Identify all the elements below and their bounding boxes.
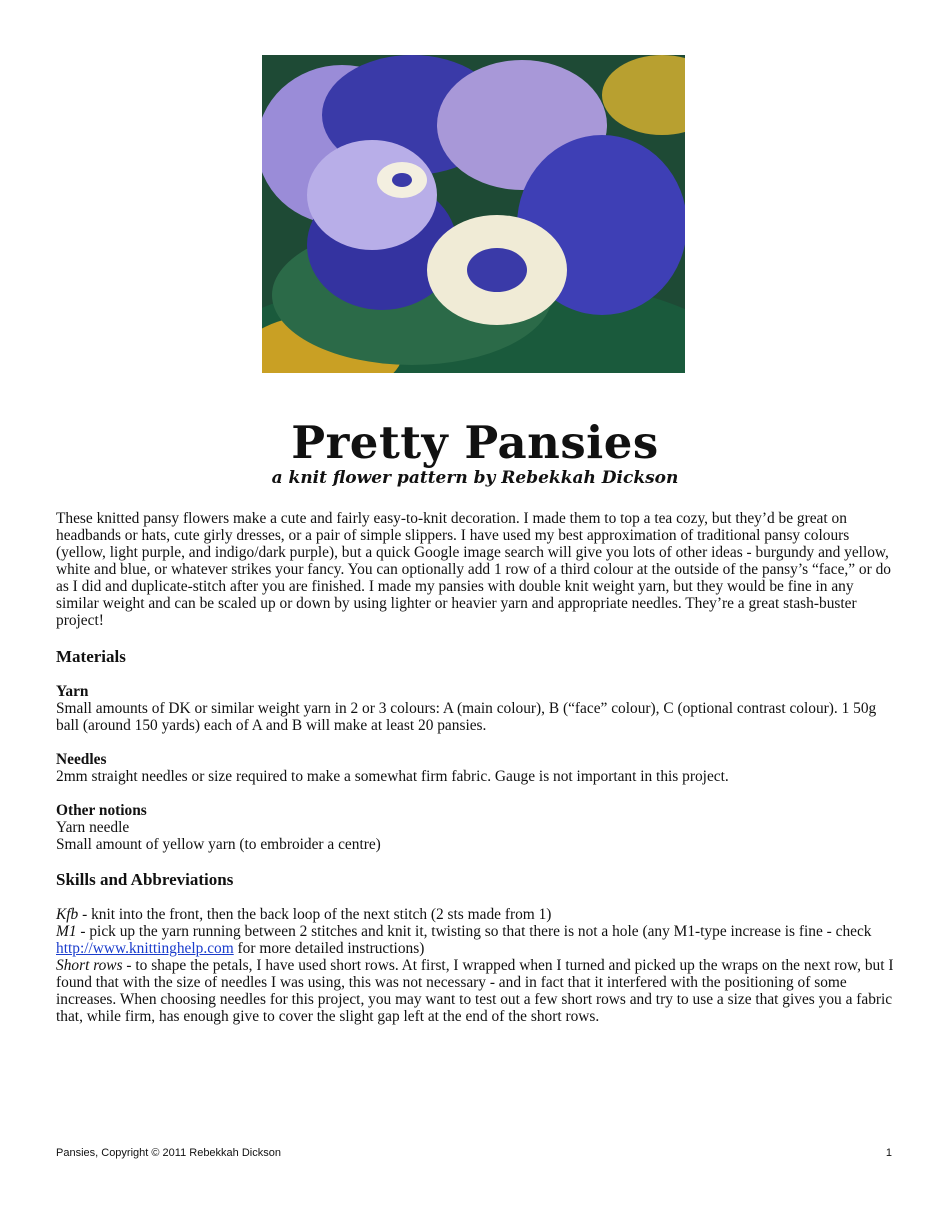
kfb-term: Kfb: [56, 906, 79, 923]
short-rows-term: Short rows: [56, 957, 123, 974]
page-subtitle: a knit flower pattern by Rebekkah Dickson: [271, 468, 679, 488]
m1-term: M1: [56, 923, 77, 940]
page-number: 1: [885, 1147, 892, 1159]
needles-text: 2mm straight needles or size required to make a somewhat firm fabric. Gauge is not important in this project.: [56, 768, 729, 785]
document-body: [56, 510, 896, 1025]
skills-heading: Skills and Abbreviations: [56, 870, 234, 889]
short-rows-text: - to shape the petals, I have used short rows. At first, I wrapped when I turned and picked up the wraps on the next row, but I found that with the size of needles I was using, this was not necessary - and in fact that it interfered with the positioning of some increases. When choosing needles for this project, you may want to test out a few short rows and try to use a size that gives you a fabric that, while firm, has enough give to cover the slight gap left at the end of the short rows.: [56, 957, 894, 1025]
needles-section: [56, 751, 896, 785]
page-title: Pretty Pansies: [291, 416, 659, 469]
m1-text-before: - pick up the yarn running between 2 stitches and knit it, twisting so that there is not a hole (any M1-type increase is fine - check: [76, 923, 872, 940]
kfb-text: - knit into the front, then the back loop of the next stitch (2 sts made from 1): [78, 906, 552, 923]
yarn-section: [56, 683, 896, 734]
kfb-entry: [56, 906, 896, 923]
pansy-illustration: [262, 55, 685, 373]
footer-copyright: Pansies, Copyright © 2011 Rebekkah Dickson: [56, 1147, 281, 1159]
needles-heading: Needles: [56, 751, 107, 768]
notions-heading: Other notions: [56, 802, 147, 819]
notions-line-1: Yarn needle: [56, 819, 130, 836]
pansy-photo: [262, 55, 685, 373]
materials-heading: Materials: [56, 647, 126, 666]
knittinghelp-link[interactable]: http://www.knittinghelp.com: [56, 940, 234, 957]
yarn-heading: Yarn: [56, 683, 89, 700]
notions-line-2: Small amount of yellow yarn (to embroider a centre): [56, 836, 381, 853]
m1-entry: [56, 923, 896, 957]
m1-text-after: for more detailed instructions): [233, 940, 425, 957]
short-rows-entry: [56, 957, 896, 1025]
intro-paragraph: These knitted pansy flowers make a cute and fairly easy-to-knit decoration. I made them to top a tea cozy, but they’d be great on headbands or hats, cute girly dresses, or a pair of simple slippers. I have used my best approximation of traditional pansy colours (yellow, light purple, and indigo/dark purple), but a quick Google image search will give you lots of other ideas - burgundy and yellow, white and blue, or whatever strikes your fancy. You can optionally add 1 row of a third colour at the outside of the pansy’s “face,” or do as I did and duplicate-stitch after you are finished. I made my pansies with double knit weight yarn, but they would be fine in any similar weight and can be scaled up or down by using lighter or heavier yarn and appropriate needles. They’re a great stash-buster project!: [56, 510, 891, 629]
notions-section: [56, 802, 896, 853]
yarn-text: Small amounts of DK or similar weight yarn in 2 or 3 colours: A (main colour), B (“face” colour), C (optional contrast colour). 1 50g ball (around 150 yards) each of A and B will make at least 20 pansies.: [56, 700, 877, 734]
